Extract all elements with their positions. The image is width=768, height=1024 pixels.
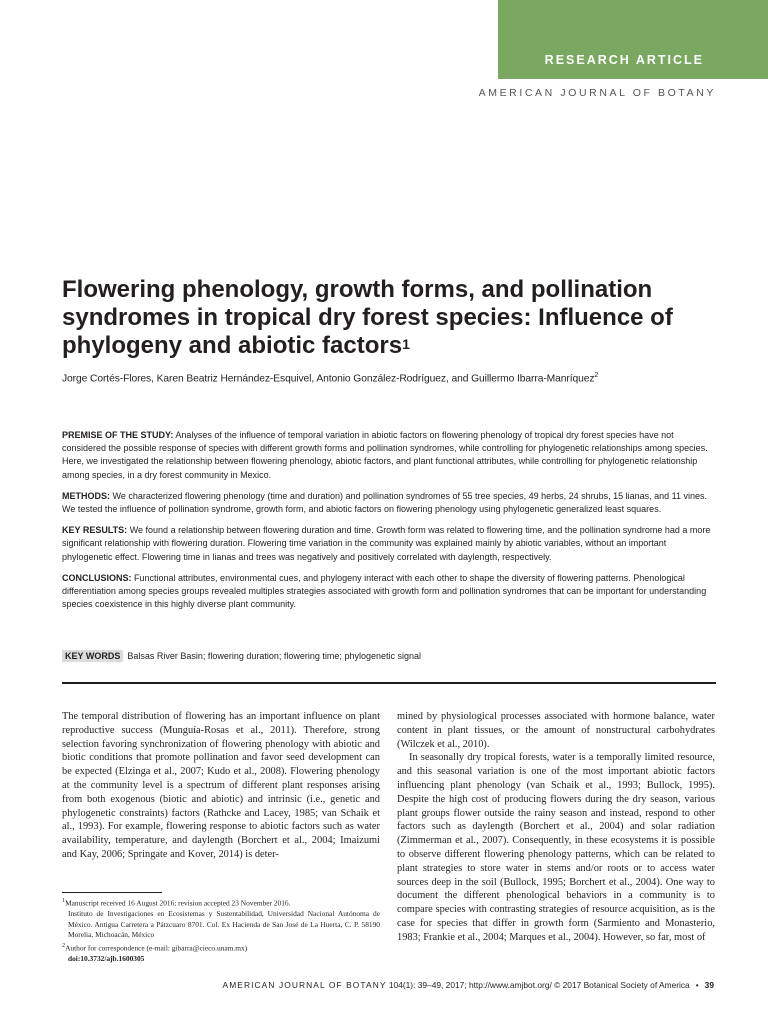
title-footnote-mark: 1 [402, 336, 410, 352]
footer-journal: AMERICAN JOURNAL OF BOTANY [222, 980, 387, 990]
title-text: Flowering phenology, growth forms, and pollination syndromes in tropical dry forest species: Influence of phylogeny and abiotic factors [62, 276, 673, 359]
body-column-right [397, 710, 715, 945]
conclusions-text: Functional attributes, environmental cues, and phylogeny interact with each other to shape the diversity of flowering patterns. Phenological differentiation among species groups revealed multiples strategies associated with growth form and pollination syndromes that can be important for understanding species coexistence in this highly diverse plant community. [62, 572, 707, 610]
footnote-2-text: Author for correspondence (e-mail: gibarra@cieco.unam.mx) [65, 943, 248, 953]
methods-text: We characterized flowering phenology (time and duration) and pollination syndromes of 55 tree species, 49 herbs, 24 shrubs, 15 lianas, and 11 vines. We tested the influence of pollination syndrome, growth form, and abiotic factors on flowering phenology using phylogenetic generalized least squares. [62, 490, 708, 515]
article-title [62, 276, 702, 360]
body-column-left [62, 710, 380, 862]
footnotes [62, 896, 380, 965]
footnote-1-text: Manuscript received 16 August 2016; revision accepted 23 November 2016. [65, 898, 291, 908]
body-paragraph: The temporal distribution of flowering has an important influence on plant reproductive success (Munguía-Rosas et al., 2011). Therefore, strong selection favoring synchronization of flowering phenology with abiotic and biotic conditions that promote pollination and favor seed development can be expected (Elzinga et al., 2007; Kudo et al., 2008). Flowering phenology at the community level is a spectrum of different plant responses arising from both exogenous (biotic and abiotic) and intrinsic (i.e., genetic and phylogenetic constraints) factors (Rathcke and Lacey, 1985; van Schaik et al., 1993). For example, flowering response to abiotic factors such as water availability, temperature, and daylength (Borchert et al., 2004; Imaizumi and Kay, 2006; Springate and Kover, 2014) is deter- [62, 711, 380, 860]
page-number: 39 [704, 980, 714, 990]
footnote-divider [62, 892, 162, 893]
footnote-correspondence [62, 941, 380, 954]
footnote-address: Instituto de Investigaciones en Ecosistemas y Sustentabilidad, Universidad Nacional Autónoma de México. Antigua Carretera a Pátzcuaro 8701. Col. Ex Hacienda de San José de La Huerta, C. P. 58190 Morelia, Michoacán, México [68, 909, 380, 940]
keywords [62, 649, 717, 663]
results-text: We found a relationship between flowering duration and time. Growth form was related to flowering time, and the pollination syndrome had a more significant relationship with flowering duration. Flowering time variation in the community was explained mainly by abiotic variables, without an important phylogenetic effect. Flowering time in lianas and trees was negatively and positively correlated with daylength, respectively. [62, 525, 711, 562]
premise-text: Analyses of the influence of temporal variation in abiotic factors on flowering phenology of tropical dry forest species have not considered the possible response of species with different growth forms and pollination syndromes, while controlling for phylogenetic relationships among species. Here, we investigated the relationship between flowering phenology, abiotic factors, and plant functional attributes, while controlling for phylogenetic relationship among species, in a dry forest community in Mexico. [62, 430, 708, 480]
body-paragraph: In seasonally dry tropical forests, water is a temporally limited resource, and this seasonal variation is one of the most important abiotic factors influencing plant phenology (van Schaik et al., 1993; Bullock, 1995). Despite the high cost of producing flowers during the dry season, various plant groups flower outside the rainy season and instead, respond to other factors such as daylength (Borchert et al., 2004) and solar radiation (Zimmerman et al., 2007). Consequently, in these ecosystems it is possible to observe different flowering phenology patterns, which can be related to plant strategies to store water in stems and/or roots or to access water sources deep in the soil (Bullock, 1995; Borchert et al., 2004). One way to document the different phenological behaviors in a community is to compare species with contrasting strategies of resource acquisition, as is the case for species that differ in growth form (Sarmiento and Monasterio, 1983; Frankie et al., 2004; Marques et al., 2004). However, so far, most of [397, 752, 715, 943]
footer-citation: 104(1): 39–49, 2017; http://www.amjbot.org/ © 2017 Botanical Society of America [388, 980, 690, 990]
doi: doi:10.3732/ajb.1600305 [68, 953, 145, 963]
abstract-premise [62, 429, 717, 482]
abstract-methods [62, 490, 717, 516]
conclusions-label: CONCLUSIONS: [62, 572, 132, 583]
banner-label: RESEARCH ARTICLE [544, 53, 704, 67]
footnote-2-mark: 2 [62, 942, 66, 949]
methods-label: METHODS: [62, 490, 110, 501]
journal-name: AMERICAN JOURNAL OF BOTANY [478, 87, 716, 99]
author-footnote-mark: 2 [594, 372, 599, 379]
abstract-conclusions [62, 572, 717, 612]
abstract [62, 429, 717, 619]
page-footer [223, 980, 714, 990]
research-article-banner [498, 0, 768, 79]
section-divider [62, 682, 716, 684]
footnote-1-mark: 1 [62, 898, 66, 904]
footer-bullet: • [695, 980, 699, 990]
body-paragraph: mined by physiological processes associated with hormone balance, water content in plant tissues, or the amount of nonstructural carbohydrates (Wilczek et al., 2010). [397, 711, 715, 750]
premise-label: PREMISE OF THE STUDY: [62, 430, 174, 440]
footnote-received [62, 896, 380, 909]
author-list [62, 372, 742, 384]
keywords-text: Balsas River Basin; flowering duration; flowering time; phylogenetic signal [127, 651, 421, 661]
results-label: KEY RESULTS: [62, 525, 128, 536]
authors-text: Jorge Cortés-Flores, Karen Beatriz Hernández-Esquivel, Antonio González-Rodríguez, and Guillermo Ibarra-Manríquez [62, 373, 595, 385]
abstract-results [62, 524, 717, 564]
keywords-label: KEY WORDS [62, 650, 123, 662]
